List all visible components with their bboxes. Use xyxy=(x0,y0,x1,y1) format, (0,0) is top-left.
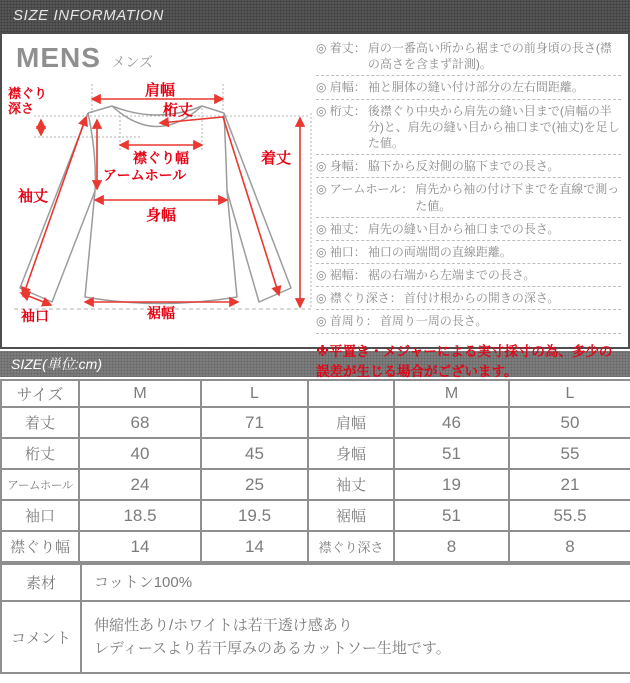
comment-row xyxy=(1,601,630,673)
mens-title: MENS xyxy=(16,42,101,73)
measure-value: 14 xyxy=(201,531,308,562)
measure-value: 24 xyxy=(79,469,201,500)
definition-text: 袖口の両端間の直線距離。 xyxy=(367,244,512,259)
definition-text: 肩先から袖の付け下までを直線で測った値。 xyxy=(415,182,620,213)
label-cuff: 袖口 xyxy=(21,308,49,324)
label-neck-width: 襟ぐり幅 xyxy=(133,150,189,166)
size-table xyxy=(0,379,630,563)
definition-text: 肩先の縫い目から袖口までの長さ。 xyxy=(367,221,560,236)
definition-term: ◎ アームホール： xyxy=(316,182,414,197)
arrow-sleeve-from-center xyxy=(160,117,279,295)
definition-item xyxy=(316,37,621,76)
comment-line: レディースより若干厚みのあるカットソー生地です。 xyxy=(94,640,451,658)
size-table-header-cell: サイズ xyxy=(1,380,79,407)
measure-value: 45 xyxy=(201,438,308,469)
definition-text: 後襟ぐり中央から肩先の縫い目まで(肩幅の半分)と、肩先の縫い目から袖口まで(袖丈)を足した値。 xyxy=(367,103,620,150)
size-information-title: SIZE INFORMATION xyxy=(13,7,164,24)
definition-term: ◎ 袖口： xyxy=(316,244,366,259)
measure-value: 8 xyxy=(509,531,630,562)
definition-term: ◎ 肩幅： xyxy=(316,80,366,95)
label-sleeve-length: 袖丈 xyxy=(17,188,49,205)
mens-heading xyxy=(16,42,153,74)
definition-text: 肩の一番高い所から裾までの前身頃の長さ(襟の高さを含まず計測)。 xyxy=(367,41,612,72)
label-shoulder-width: 肩幅 xyxy=(144,82,176,99)
measure-value: 51 xyxy=(394,500,509,531)
measurement-definitions xyxy=(316,37,621,382)
measure-value: 46 xyxy=(394,407,509,438)
label-body-length: 着丈 xyxy=(260,150,292,167)
size-table-header-cell: M xyxy=(79,380,201,407)
measure-label: 袖丈 xyxy=(308,469,394,500)
label-neck-depth-1: 襟ぐり xyxy=(8,86,48,101)
definition-item xyxy=(316,310,621,333)
arrow-sleeve-length xyxy=(23,117,86,296)
size-table-header-cell xyxy=(308,380,394,407)
definition-item xyxy=(316,287,621,310)
size-table-header-cell: M xyxy=(394,380,509,407)
definition-item xyxy=(316,155,621,178)
measure-label: 袖口 xyxy=(1,500,79,531)
comment-line: 伸縮性あり/ホワイトは若干透け感あり xyxy=(94,617,353,634)
definition-term: ◎ 桁丈： xyxy=(316,103,366,118)
mens-subtitle: メンズ xyxy=(111,54,153,70)
size-table-row xyxy=(1,407,630,438)
measure-value: 21 xyxy=(509,469,630,500)
definition-term: ◎ 身幅： xyxy=(316,159,366,174)
definition-item xyxy=(316,100,621,156)
size-table-header-row xyxy=(1,380,630,407)
size-information-header xyxy=(0,0,630,32)
definition-text: 脇下から反対側の脇下までの長さ。 xyxy=(367,159,560,174)
measure-value: 55.5 xyxy=(509,500,630,531)
measure-value: 55 xyxy=(509,438,630,469)
size-table-row xyxy=(1,438,630,469)
measure-value: 40 xyxy=(79,438,201,469)
measure-value: 8 xyxy=(394,531,509,562)
measure-value: 14 xyxy=(79,531,201,562)
definition-text: 裾の右端から左端までの長さ。 xyxy=(367,268,536,283)
measure-label: 襟ぐり深さ xyxy=(308,531,394,562)
material-row xyxy=(1,564,630,601)
size-table-header-cell: L xyxy=(509,380,630,407)
definition-item xyxy=(316,264,621,287)
definition-text: 首周り一周の長さ。 xyxy=(379,314,488,329)
material-comment-table xyxy=(0,563,630,674)
material-value: コットン100% xyxy=(81,564,630,601)
comment-value xyxy=(81,601,630,673)
measure-value: 50 xyxy=(509,407,630,438)
definition-item xyxy=(316,178,621,217)
definition-term: ◎ 首周り： xyxy=(316,314,378,329)
measure-label: 桁丈 xyxy=(1,438,79,469)
size-table-row xyxy=(1,531,630,562)
measure-label: 襟ぐり幅 xyxy=(1,531,79,562)
definition-term: ◎ 襟ぐり深さ： xyxy=(316,291,402,306)
label-hem-width: 裾幅 xyxy=(147,305,175,321)
measure-label: 着丈 xyxy=(1,407,79,438)
label-armhole: アームホール xyxy=(103,167,187,183)
measure-value: 25 xyxy=(201,469,308,500)
definition-text: 袖と胴体の縫い付け部分の左右間距離。 xyxy=(367,80,584,95)
definition-item xyxy=(316,241,621,264)
size-table-row xyxy=(1,500,630,531)
size-table-row xyxy=(1,469,630,500)
measurement-disclaimer: ※平置き・メジャーによる実寸採寸の為、多少の誤差が生じる場合がございます。 xyxy=(316,343,613,379)
material-label: 素材 xyxy=(1,564,81,601)
definition-term: ◎ 袖丈： xyxy=(316,221,366,236)
measure-value: 19 xyxy=(394,469,509,500)
definition-item xyxy=(316,76,621,99)
measure-label: 身幅 xyxy=(308,438,394,469)
label-sleeve-from-center: 桁丈 xyxy=(163,102,194,119)
measure-value: 19.5 xyxy=(201,500,308,531)
comment-label: コメント xyxy=(1,601,81,673)
size-table-header-cell: L xyxy=(201,380,308,407)
definition-term: ◎ 裾幅： xyxy=(316,268,366,283)
label-neck-depth-2: 深さ xyxy=(8,101,35,116)
size-unit-label: SIZE(単位:cm) xyxy=(11,356,102,372)
measure-value: 18.5 xyxy=(79,500,201,531)
measure-label: アームホール xyxy=(1,469,79,500)
measure-value: 51 xyxy=(394,438,509,469)
measure-label: 肩幅 xyxy=(308,407,394,438)
definition-text: 首付け根からの開きの深さ。 xyxy=(403,291,560,306)
definition-item xyxy=(316,218,621,241)
definition-term: ◎ 着丈： xyxy=(316,41,366,55)
measure-value: 71 xyxy=(201,407,308,438)
label-body-width: 身幅 xyxy=(145,207,177,224)
shirt-measurement-diagram xyxy=(2,80,318,346)
measure-label: 裾幅 xyxy=(308,500,394,531)
measure-value: 68 xyxy=(79,407,201,438)
